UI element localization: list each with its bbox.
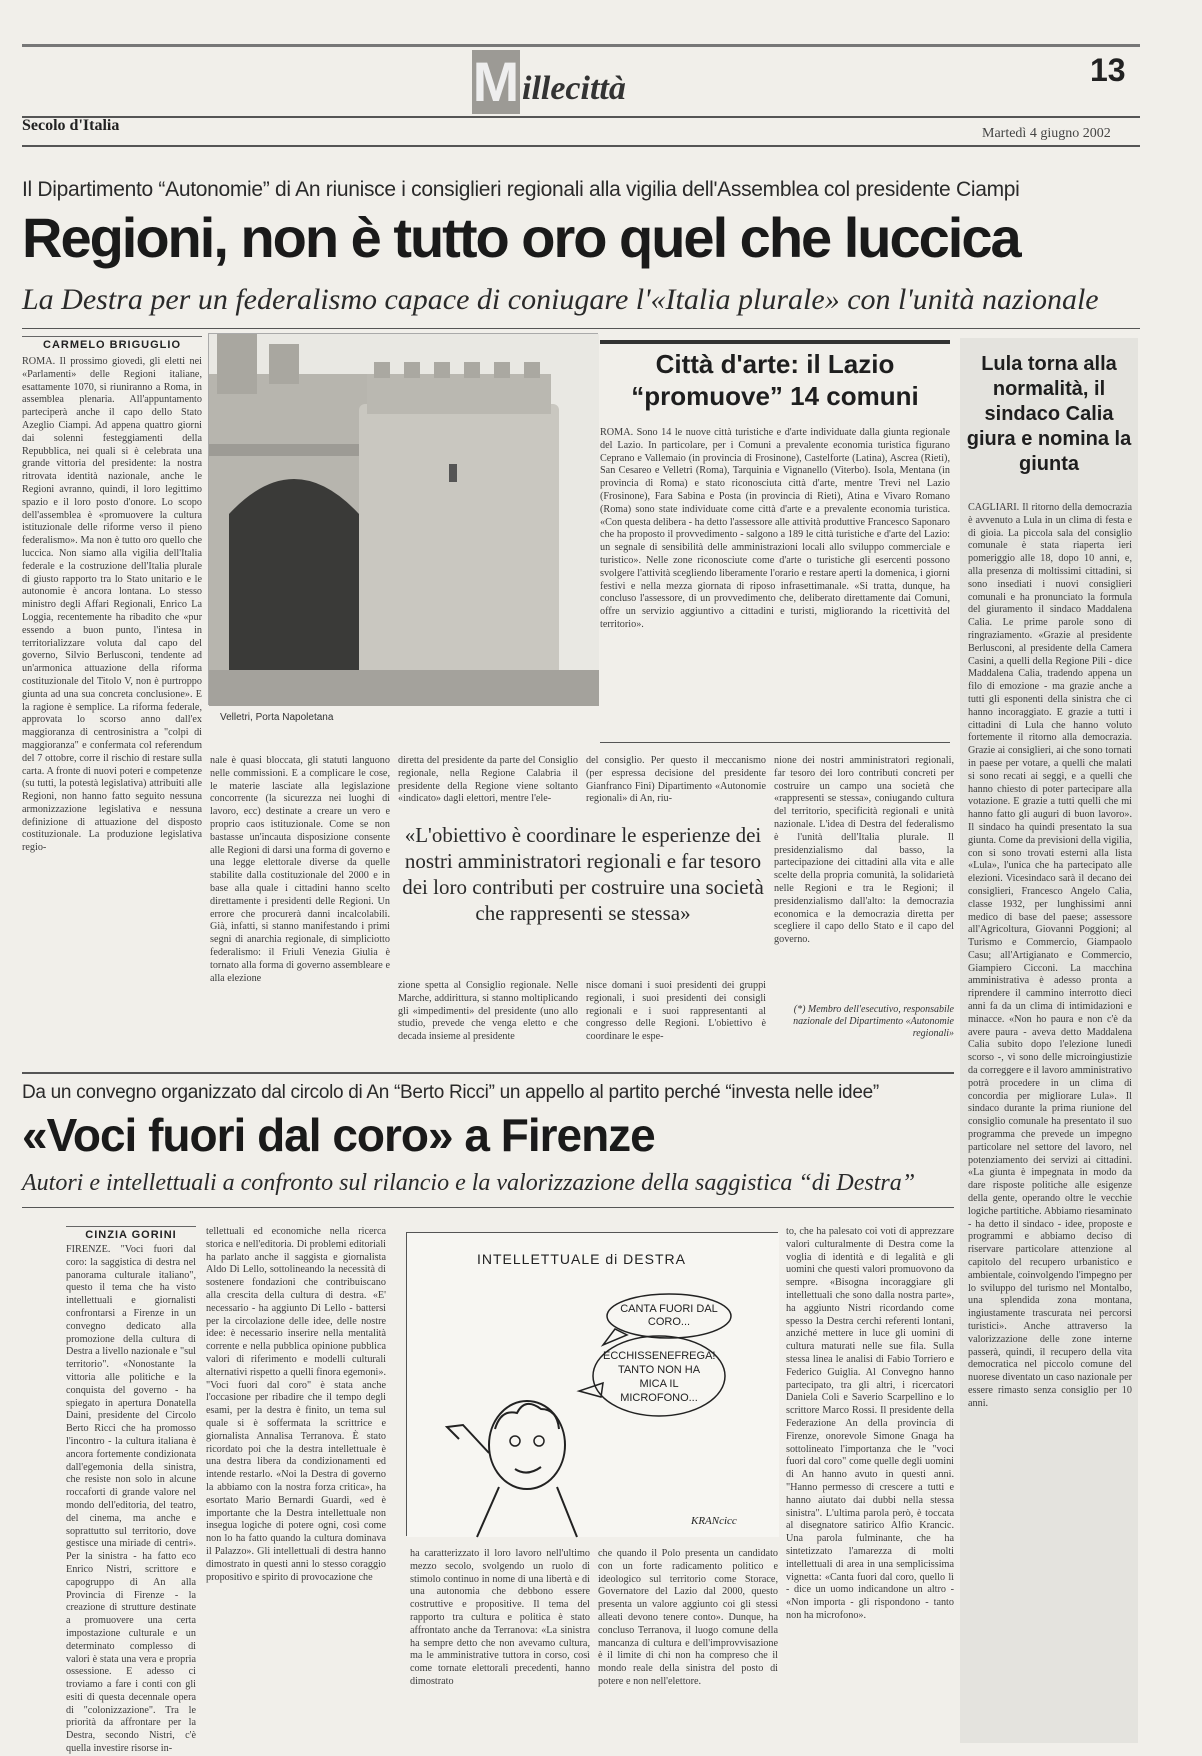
top-story-subhead: La Destra per un federalismo capace di coniugare l'«Italia plurale» con l'unità nazionale	[22, 283, 1099, 316]
photo-caption: Velletri, Porta Napoletana	[220, 712, 334, 723]
velletri-photo	[208, 333, 598, 705]
top-story-column-1: ROMA. Il prossimo giovedì, gli eletti nei «Parlamenti» delle Regioni italiane, esattamente 1070, si riuniranno a Roma, in assemblea plenaria. All'appuntamento parteciperà anche il capo dello Stato Azeglio Ciampi. Ad appena quattro giorni dai solenni festeggiamenti della Repubblica, nei quali si è celebrata una grande vittoria del presidente: la nostra ritrovata identità nazionale, anche le Regioni avranno, quindi, il loro legittimo spazio e il loro posto d'onore. Lo scopo dell'assemblea è «promuovere la cultura istituzionale delle riforme verso il pieno federalismo». Ma non è tutto oro quello che luccica. Non siamo alla vigilia dell'Italia federale e la costruzione dell'Italia plurale di giusto rapporto tra lo Stato unitario e le autonomie è ancora lontana. Lo stesso ministro degli Affari Regionali, Enrico La Loggia, recentemente ha ribadito che «pur essendo a buon punto, l'intesa in territorializzare voluta dal capo del governo, Silvio Berlusconi, tendente ad un'armonica attuazione della riforma costituzionale del Titolo V, non è purtroppo giunta ad una sua concreta conclusione». E la ragione è semplice. La riforma federale, approvata lo scorso anno dall'ex maggioranza di centrosinistra a "colpi di maggioranza" e confermata col referendum del 7 ottobre, corre il rischio di restare sulla carta. A fronte di nuovi poteri e competenze (su tutti, la potestà legislativa) attribuiti alle Regioni, non hanno fatto seguito nessuna armonizzazione legislativa e nessuna definizione di attuazione del disposto costituzionale. La produzione legislativa regio-	[22, 356, 202, 854]
second-story-kicker: Da un convegno organizzato dal circolo di An “Berto Ricci” un appello al partito perché “investa nelle idee”	[22, 1082, 879, 1103]
cartoon-bubble-1: CANTA FUORI DAL CORO...	[620, 1303, 718, 1328]
lazio-box-headline: Città d'arte: il Lazio “promuove” 14 comuni	[631, 349, 919, 411]
second-story-column-3: ha caratterizzato il loro lavoro nell'ultimo mezzo secolo, svolgendo un ruolo di stimolo continuo in nome di una libertà e di una autonomia che debbono essere costruttive e propositive. Il tema del rapporto tra cultura e politica è stato affrontato anche da Terranova: «La sinistra ha sempre detto che non avevamo cultura, ma le amministrative tuttora in corso, così come tornate elettorali precedenti, hanno dimostrato	[410, 1548, 590, 1687]
second-story-column-5: to, che ha palesato coi voti di apprezzare valori culturalmente di Destra come la voglia di identità e di legalità e gli uomini che questi valori promuovono da sempre. «Bisogna incoraggiare gli intellettuali che sono dalla nostra parte», ha aggiunto Nistri ricordando come spesso la Destra cerchi referenti lontani, anziché mettere in luce gli uomini di cultura maturati nelle sue fila. Sulla stessa linea le analisi di Fabio Torriero e Federico Guiglia. Al Convegno hanno partecipato, tra gli altri, i ricercatori Daniela Coli e Saverio Scarpellino e lo scrittore Marco Rossi. Il presidente della Federazione An della provincia di Firenze, onorevole Simone Gnaga ha sottolineato l'importanza che le "voci fuori dal coro" come quelle degli uomini di An hanno avuto in questi anni. "Hanno permesso di crescere a tutti e hanno aiutato dai dubbi nella stessa sinistra". L'ultima parola però, è toccata al disegnatore satirico Alfio Krancic. Una parola fulminante, che ha sintetizzato l'amarezza di molti intellettuali di area in una semplicissima vignetta: «Canta fuori dal coro, quello lì - dice un uomo indicandone un altro - «Non importa - gli rispondono - tanto non ha microfono».	[786, 1226, 954, 1621]
pull-quote: «L'obiettivo è coordinare le esperienze dei nostri amministratori regionali e far tesoro dei loro contributi per costruire una società che rappresenti se stessa»	[402, 823, 764, 925]
top-story-headline: Regioni, non è tutto oro quel che luccica	[22, 206, 1020, 269]
porta-napoletana-image	[209, 334, 599, 706]
second-story-column-1: FIRENZE. "Voci fuori dal coro: la saggistica di destra nel panorama culturale italiano", questo il tema che ha visto intellettuali e giornalisti confrontarsi a Firenze in un convegno dedicato alla promozione della cultura di Destra a livello nazionale e "sul territorio". «Nonostante la vittoria alle politiche e la conquista del governo - ha spiegato in apertura Donatella Daini, presidente del Circolo Berto Ricci che ha promosso l'incontro - la cultura italiana è ancora fortemente condizionata dall'egemonia della sinistra, che resiste non solo in alcune roccaforti di grande valore nel mondo dell'editoria, del teatro, del cinema, ma anche e soprattutto sul territorio, dove gestisce una miriade di centri». Per la sinistra - ha fatto eco Enrico Nistri, scrittore e capogruppo di An alla Provincia di Firenze - la creazione di strutture destinate a promuovere una certa impostazione culturale e un determinato complesso di valori è stata una vera e propria ossessione. E adesso ci troviamo a fare i conti con gli esiti di questa decennale opera di "colonizzazione". Tra le priorità da affrontare per la Destra, secondo Nistri, c'è quella investire risorse in-	[66, 1244, 196, 1755]
paper-date: Martedì 4 giugno 2002	[982, 126, 1111, 141]
lula-box-headline: Lula torna alla normalità, il sindaco Calia giura e nomina la giunta	[966, 353, 1132, 475]
cartoon-bubble-2: ECCHISSENEFREGA! TANTO NON HA MICA IL MICROFONO...	[603, 1350, 716, 1404]
top-story-column-4b: nisce domani i suoi presidenti dei gruppi regionali, i suoi presidenti dei consigli regionali e i suoi rappresentanti al congresso delle Regioni. L'obiettivo è coordinare le espe-	[586, 980, 766, 1043]
paper-name: Secolo d'Italia	[22, 117, 120, 134]
cartoonist-signature: KRANcicc	[691, 1515, 737, 1527]
top-story-byline: CARMELO BRIGUGLIO	[22, 336, 202, 351]
author-signature-note: (*) Membro dell'esecutivo, responsabile nazionale del Dipartimento «Autonomie regionali»	[793, 1004, 954, 1039]
cartoon	[406, 1232, 778, 1536]
second-story-column-4: che quando il Polo presenta un candidato con un forte radicamento politico e ideologico sul territorio come Storace, Governatore del Lazio dal 2000, questo presenta un valore aggiunto coi gli stessi alleati devono tenere conto». Dunque, ha concluso Terranova, il luogo comune della mancanza di cultura e dell'improvvisazione è il limite di chi non ha compreso che il mondo reale della sinistra del posto di potere e non nell'elettore.	[598, 1548, 778, 1687]
top-story-kicker: Il Dipartimento “Autonomie” di An riunisce i consiglieri regionali alla vigilia dell'Assemblea col presidente Ciampi	[22, 178, 1020, 201]
top-story-column-2: nale è quasi bloccata, gli statuti languono nelle commissioni. E a complicare le cose, le materie lasciate alla legislazione concorrente (la sicurezza nei luoghi di lavoro, ecc) destinate a creare un vero e proprio caos istituzionale. Come se non bastasse un'incauta disposizione consente alle Regioni di darsi una forma di governo e una legge elettorale diverse da quelle stabilite dalla costituzionale del 2000 e in base alla quale i cittadini hanno scelto direttamente i presidenti delle Regioni. Un errore che procurerà danni incalcolabili. Già, infatti, si stanno manifestando i primi segni di anarchia regionale, di simpliciotto federalismo: il Friuli Venezia Giulia è tornato alla forma di governo assembleare e alla elezione	[210, 755, 390, 984]
cartoon-drawing	[407, 1233, 779, 1537]
lazio-box-body: ROMA. Sono 14 le nuove città turistiche e d'arte individuate dalla giunta regionale del Lazio. In particolare, per i Comuni a prevalente economia turistica figurano Ceprano e Vallemaio (in provincia di Frosinone), Castelforte (Latina), Ascrea (Rieti), San Cesareo e Velletri (Roma), Tarquinia e Vignanello (Viterbo). Isola, Mentana (in provincia di Roma) e stato riconosciuta città d'arte, mentre Trevi nel Lazio (Frosinone), Fara Sabina e Posta (in provincia di Rieti), Atina e Vivaro Romano (Roma) sono state individuate come città d'arte e a prevalente economia turistica. «Con questa delibera - ha detto l'assessore alle attività produttive Francesco Saponaro che ha proposto il provvedimento - salgono a 189 le città turistiche e d'arte del Lazio: un segnale di sensibilità delle amministrazioni locali allo sviluppo commerciale e turistico». Nelle zone riconosciute come d'arte o turistiche gli esercenti possono svolgere l'attività scegliendo liberamente l'orario e restare aperti la domenica, i giorni festivi e nella mezza giornata di riposo infrasettimanale. «Si tratta, dunque, ha concluso l'assessore, di un provvedimento che, deliberato direttamente dai Comuni, offre un servizio aggiuntivo a cittadini e turisti, migliorando la ricettività del territorio».	[600, 427, 950, 630]
top-story-column-5: nione dei nostri amministratori regionali, far tesoro dei loro contributi concreti per costruire un campo una società che «rappresenti se stessa», coniugando cultura del territorio, specificità regionali e unità nazionale. L'idea di Destra del federalismo è l'unità dell'Italia plurale. Il presidenzialismo dal basso, la partecipazione dei cittadini alla vita e alle scelte della propria comunità, la solidarietà nelle Regioni e tra le Regioni; il presidenzialismo dall'alto: la democrazia economica e la democrazia diretta per scegliere il capo dello Stato e il capo del governo.	[774, 755, 954, 946]
top-story-column-4: del consiglio. Per questo il meccanismo (per espressa decisione del presidente Gianfranco Fini) Dipartimento «Autonomie regionali» di An, riu-	[586, 755, 766, 805]
second-story-subhead: Autori e intellettuali a confronto sul rilancio e la valorizzazione della saggistica “di Destra”	[22, 1170, 916, 1196]
cartoon-title: INTELLETTUALE di DESTRA	[477, 1251, 686, 1267]
lula-box-body: CAGLIARI. Il ritorno della democrazia è avvenuto a Lula in un clima di festa e di gioia. La piccola sala del consiglio comunale è stata riaperta ieri pomeriggio alle 18, dopo 10 anni, e, alla presenza di moltissimi cittadini, si sono insediati i nuovi consiglieri comunali e ha pronunciato la formula del giuramento il sindaco Maddalena Calia. Le prime parole sono di ringraziamento. «Grazie al presidente Berlusconi, al presidente della Camera Casini, a quelli della Regione Pili - dice Maddalena Calia, tradendo appena un filo di emozione - ma grazie anche a tutti gli esponenti della sinistra che ci hanno incoraggiato. E grazie a tutti i cittadini di Lula che hanno voluto fortemente il ritorno alla democrazia. Grazie ai consiglieri, ai che sono tornati in paese per votare, a quelli che malati si sono recati ai seggi, e a quelli che hanno chiesto di poter partecipare alla votazione. E grazie a tutti quelli che mi hanno fatto gli auguri di buon lavoro». Il sindaco ha quindi presentato la sua giunta. Come da previsioni della vigilia, con si sono trovati esterni alla lista «Lula», l'unica che ha partecipato alle elezioni. Vicesindaco sarà il decano dei consiglieri, Francesco Angelo Calia, classe 1932, per lunghissimi anni medico di base del paese; assessore all'Agricoltura, Giovanni Poggioni; al Turismo e Commercio, Giampaolo Casu; all'Artigianato e Commercio, Giampiero Cicconi. La macchina amministrativa è adesso pronta a riprendere il cammino interrotto dieci anni fa da un clima di intimidazioni e minacce. «Non ho paura e non c'è da avere paura - aveva detto Maddalena Calia subito dopo l'elezione lunedì scorso -, vi sono delle microingiustizie da correggere e il lavoro amministrativo potrà procedere in un clima di concordia per migliorare Lula». Il sindaco durante la prima riunione del consiglio comunale ha presentato il suo programma che prevede un impegno particolare nel settore del lavoro, nel potenziamento dei servizi ai cittadini. «La giunta è impegnata in modo da dare risposte politiche alle esigenze della gente, operando oltre le vecchie logiche partitiche. Abbiamo riesaminato - ha detto il sindaco - idee, proposte e programmi e abbiamo deciso di riservare particolare attenzione al capitolo del recupero urbanistico e ambientale, coinvolgendo l'impegno per lo sviluppo del turismo nel Montalbo, una splendida zona montana, ingiustamente trascurata nei percorsi turistici». Anche attraverso la valorizzazione delle zone interne passerà, quindi, il recupero della vita democratica nel piccolo comune del nuorese diventato un caso nazionale per essere rimasto senza consiglio per 10 anni.	[968, 502, 1132, 1409]
page-number: 13	[1090, 52, 1126, 88]
second-story-byline: CINZIA GORINI	[66, 1226, 196, 1241]
second-story-column-2: tellettuali ed economiche nella ricerca storica e nell'editoria. Di problemi editoriali ha parlato anche il saggista e giornalista Aldo Di Lello, sottolineando la necessità di sostenere fondazioni che contribuiscano alla crescita della cultura di destra. «E' necessario - ha aggiunto Di Lello - battersi per la circolazione delle idee, delle nostre idee: è necessario inserire nella mentalità corrente e nella pubblica opinione pubblica valori di riferimento e modelli culturali alternativi rispetto a quelli finora egemoni». "Voci fuori dal coro" è stata anche l'occasione per ribadire che il tempo degli esami, per la destra è finito, un tema sul quale si è soffermata la scrittrice e giornalista Annalisa Terranova. È stato ricordato poi che la destra intellettuale è una destra libera da condizionamenti ed intende restarlo. «Noi la Destra di governo la abbiamo con la nostra forza critica», ha esortato Mario Bernardi Guardi, «ed è importante che la Destra intellettuale non insegua logiche di potere ogni, così come non lo ha fatto quando la cultura dominava il Palazzo». Gli intellettuali di destra hanno dimostrato in questi anni lo stesso coraggio propositivo e spirito di provocazione che	[206, 1226, 386, 1583]
top-story-column-3b: zione spetta al Consiglio regionale. Nelle Marche, addirittura, si stanno moltiplicando gli «impedimenti» del presidente (uno allo studio, prevede che venga eletto e che decada insieme al presidente	[398, 980, 578, 1043]
section-logo-letter: M	[472, 50, 520, 113]
top-story-column-3: diretta del presidente da parte del Consiglio regionale, nella Regione Calabria il presidente della Regione viene soltanto «indicato» dagli elettori, mentre l'ele-	[398, 755, 578, 805]
section-title: illecittà	[522, 70, 626, 107]
second-story-headline: «Voci fuori dal coro» a Firenze	[22, 1109, 655, 1161]
